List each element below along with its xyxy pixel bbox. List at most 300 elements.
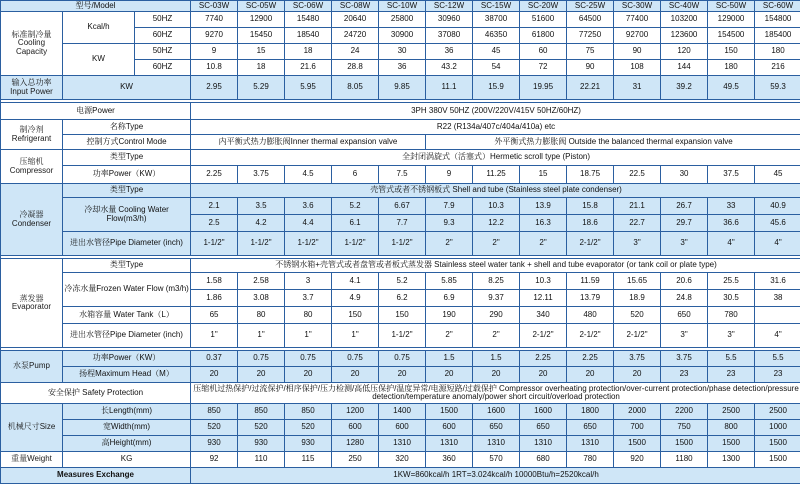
value-cell: 45.6 <box>755 215 800 232</box>
compressor-power-row <box>1 166 800 184</box>
value-cell: 24 <box>332 44 379 60</box>
value-cell: 250 <box>332 452 379 468</box>
value-cell: 600 <box>332 420 379 436</box>
value-cell: 46350 <box>473 28 520 44</box>
value-cell: 8.05 <box>332 76 379 100</box>
value-cell: 15480 <box>285 12 332 28</box>
value-cell: 0.75 <box>238 351 285 367</box>
value-cell: 1.86 <box>191 290 238 307</box>
value-cell: 650 <box>473 420 520 436</box>
value-cell: 120 <box>661 44 708 60</box>
value-cell: 18540 <box>285 28 332 44</box>
value-cell: 1.58 <box>191 273 238 290</box>
model-name: SC-30W <box>614 1 661 12</box>
value-cell: 1500 <box>708 436 755 452</box>
value-cell: 5.95 <box>285 76 332 100</box>
value-cell: 18.6 <box>567 215 614 232</box>
value-cell: 0.75 <box>379 351 426 367</box>
value-cell: 2500 <box>755 404 800 420</box>
value-cell: 49.5 <box>708 76 755 100</box>
value-cell: 185400 <box>755 28 800 44</box>
measures-row <box>1 468 800 484</box>
value-cell: 1500 <box>614 436 661 452</box>
row-label: 冷却水量 Cooling Water Flow(m3/h) <box>63 198 191 232</box>
value-cell: 0.75 <box>332 351 379 367</box>
value-cell: 9.85 <box>379 76 426 100</box>
value-cell: 520 <box>285 420 332 436</box>
value-cell: 18 <box>285 44 332 60</box>
capacity-kw-50 <box>1 44 800 60</box>
input-power-row <box>1 76 800 100</box>
evaporator-label: 蒸发器 Evaporator <box>1 259 63 348</box>
value-cell: 40.9 <box>755 198 800 215</box>
value-cell: 21.1 <box>614 198 661 215</box>
value-cell: 30.5 <box>708 290 755 307</box>
control-mode-outer: 外平衡式热力膨胀阀 Outside the balanced thermal expansion valve <box>426 135 800 150</box>
value-cell: 4" <box>755 324 800 348</box>
value-cell: 1500 <box>661 436 708 452</box>
value-cell: 1310 <box>520 436 567 452</box>
value-cell: 154800 <box>755 12 800 28</box>
value-cell: 850 <box>238 404 285 420</box>
value-cell: 2-1/2" <box>567 324 614 348</box>
value-cell: 18.75 <box>567 166 614 184</box>
model-name: SC-10W <box>379 1 426 12</box>
value-cell: 2" <box>520 232 567 256</box>
header-row <box>1 1 800 12</box>
value-cell: 20 <box>332 367 379 383</box>
cooling-capacity-label: 标准制冷量 Cooling Capacity <box>1 12 63 76</box>
model-name: SC-06W <box>285 1 332 12</box>
value-cell: 1000 <box>755 420 800 436</box>
value-cell: 1-1/2" <box>238 232 285 256</box>
value-cell: 77400 <box>614 12 661 28</box>
model-name: SC-15W <box>473 1 520 12</box>
value-cell: 2.25 <box>191 166 238 184</box>
value-cell: 43.2 <box>426 60 473 76</box>
value-cell: 3" <box>708 324 755 348</box>
value-cell: 1-1/2" <box>379 324 426 348</box>
dimension-width-row <box>1 420 800 436</box>
measures-label: Measures Exchange <box>1 468 191 484</box>
input-power-label: 输入总功率 Input Power <box>1 76 63 100</box>
value-cell: 1180 <box>661 452 708 468</box>
value-cell: 930 <box>285 436 332 452</box>
value-cell: 5.29 <box>238 76 285 100</box>
weight-row <box>1 452 800 468</box>
value-cell: 80 <box>285 307 332 324</box>
safety-value: 压缩机过热保护/过流保护/相序保护/压力检测/高低压保护/温度异常/电源短路/过载保护 Compressor overheating protection/over-current protection/phase detection/pressure detection/temperature anomaly/power short circuit/overload protection <box>191 383 800 404</box>
value-cell: 22.7 <box>614 215 661 232</box>
unit-label: KW <box>63 44 135 76</box>
row-label: 控制方式Control Mode <box>63 135 191 150</box>
value-cell: 6.1 <box>332 215 379 232</box>
freq-label: 60HZ <box>135 60 191 76</box>
power-supply-row <box>1 103 800 120</box>
value-cell: 150 <box>708 44 755 60</box>
value-cell: 92700 <box>614 28 661 44</box>
value-cell: 920 <box>614 452 661 468</box>
value-cell: 23 <box>661 367 708 383</box>
power-supply-label: 电源Power <box>1 103 191 120</box>
row-label: 宽Width(mm) <box>63 420 191 436</box>
value-cell: 3.75 <box>614 351 661 367</box>
value-cell: 520 <box>191 420 238 436</box>
value-cell: 4.9 <box>332 290 379 307</box>
value-cell: 45 <box>473 44 520 60</box>
value-cell: 19.95 <box>520 76 567 100</box>
refrigerant-value: R22 (R134a/407c/404a/410a) etc <box>191 120 800 135</box>
value-cell: 1" <box>238 324 285 348</box>
value-cell: 10.3 <box>520 273 567 290</box>
value-cell: 1-1/2" <box>285 232 332 256</box>
condenser-label: 冷凝器 Condenser <box>1 184 63 256</box>
value-cell: 20 <box>614 367 661 383</box>
value-cell: 28.8 <box>332 60 379 76</box>
measures-value: 1KW=860kcal/h 1RT=3.024kcal/h 10000Btu/h=2520kcal/h <box>191 468 800 484</box>
value-cell: 18 <box>238 60 285 76</box>
value-cell: 5.5 <box>755 351 800 367</box>
freq-label: 50HZ <box>135 44 191 60</box>
value-cell: 37.5 <box>708 166 755 184</box>
value-cell: 13.79 <box>567 290 614 307</box>
value-cell: 36 <box>379 60 426 76</box>
value-cell: 2.58 <box>238 273 285 290</box>
value-cell: 150 <box>332 307 379 324</box>
value-cell: 12.11 <box>520 290 567 307</box>
evaporator-pipe-row <box>1 324 800 348</box>
value-cell: 780 <box>567 452 614 468</box>
value-cell: 45 <box>755 166 800 184</box>
value-cell: 16.3 <box>520 215 567 232</box>
value-cell: 72 <box>520 60 567 76</box>
row-label: 类型Type <box>63 150 191 166</box>
value-cell: 20 <box>426 367 473 383</box>
value-cell: 650 <box>567 420 614 436</box>
value-cell: 216 <box>755 60 800 76</box>
value-cell: 6.2 <box>379 290 426 307</box>
model-name: SC-40W <box>661 1 708 12</box>
value-cell: 29.7 <box>661 215 708 232</box>
value-cell: 2500 <box>708 404 755 420</box>
unit-label: KW <box>63 76 191 100</box>
condenser-type-row <box>1 184 800 198</box>
row-label: 冷冻水量Frozen Water Flow (m3/h) <box>63 273 191 307</box>
value-cell: 1" <box>332 324 379 348</box>
row-label: 类型Type <box>63 184 191 198</box>
value-cell: 0.75 <box>285 351 332 367</box>
value-cell: 9 <box>426 166 473 184</box>
value-cell: 7.5 <box>379 166 426 184</box>
value-cell: 15.9 <box>473 76 520 100</box>
evaporator-flow-50 <box>1 273 800 290</box>
value-cell: 2" <box>426 324 473 348</box>
value-cell: 1600 <box>473 404 520 420</box>
value-cell: 320 <box>379 452 426 468</box>
value-cell: 1500 <box>755 436 800 452</box>
evaporator-tank-row <box>1 307 800 324</box>
compressor-label: 压缩机 Compressor <box>1 150 63 184</box>
value-cell: 10.8 <box>191 60 238 76</box>
value-cell: 15.65 <box>614 273 661 290</box>
value-cell: 123600 <box>661 28 708 44</box>
evaporator-type-value: 不锈钢水箱+壳管式或者盘管或者板式蒸发器 Stainless steel water tank + shell and tube evaporator (or tank coil or plate type) <box>191 259 800 273</box>
value-cell: 3.75 <box>238 166 285 184</box>
pump-head-row <box>1 367 800 383</box>
value-cell: 20 <box>191 367 238 383</box>
value-cell: 1-1/2" <box>191 232 238 256</box>
value-cell: 20 <box>567 367 614 383</box>
pump-power-row <box>1 351 800 367</box>
value-cell: 3" <box>661 232 708 256</box>
value-cell: 38700 <box>473 12 520 28</box>
refrigerant-mode-row <box>1 135 800 150</box>
value-cell: 2200 <box>661 404 708 420</box>
value-cell: 7.7 <box>379 215 426 232</box>
value-cell: 190 <box>426 307 473 324</box>
value-cell: 850 <box>191 404 238 420</box>
value-cell: 59.3 <box>755 76 800 100</box>
value-cell: 65 <box>191 307 238 324</box>
value-cell: 650 <box>520 420 567 436</box>
value-cell: 520 <box>238 420 285 436</box>
value-cell: 75 <box>567 44 614 60</box>
value-cell: 51600 <box>520 12 567 28</box>
value-cell: 2" <box>473 324 520 348</box>
model-name: SC-05W <box>238 1 285 12</box>
pump-label: 水泵Pump <box>1 351 63 383</box>
value-cell: 7.9 <box>426 198 473 215</box>
value-cell: 20640 <box>332 12 379 28</box>
value-cell: 2.1 <box>191 198 238 215</box>
value-cell: 850 <box>285 404 332 420</box>
row-label: 高Height(mm) <box>63 436 191 452</box>
value-cell: 25800 <box>379 12 426 28</box>
row-label: 进出水管径Pipe Diameter (inch) <box>63 324 191 348</box>
value-cell: 4.2 <box>238 215 285 232</box>
value-cell: 61800 <box>520 28 567 44</box>
value-cell: 54 <box>473 60 520 76</box>
value-cell: 650 <box>661 307 708 324</box>
value-cell: 2-1/2" <box>567 232 614 256</box>
value-cell: 1" <box>191 324 238 348</box>
value-cell: 129000 <box>708 12 755 28</box>
value-cell: 110 <box>238 452 285 468</box>
value-cell: 5.5 <box>708 351 755 367</box>
evaporator-type-row <box>1 259 800 273</box>
value-cell: 15 <box>520 166 567 184</box>
row-label: 进出水管径Pipe Diameter (inch) <box>63 232 191 256</box>
value-cell: 15450 <box>238 28 285 44</box>
value-cell: 2.25 <box>520 351 567 367</box>
value-cell: 20 <box>520 367 567 383</box>
value-cell: 25.5 <box>708 273 755 290</box>
value-cell: 3.5 <box>238 198 285 215</box>
value-cell: 1310 <box>473 436 520 452</box>
row-label: 水箱容量 Water Tank（L） <box>63 307 191 324</box>
value-cell: 20.6 <box>661 273 708 290</box>
value-cell: 108 <box>614 60 661 76</box>
value-cell: 18.9 <box>614 290 661 307</box>
value-cell: 6 <box>332 166 379 184</box>
value-cell: 1200 <box>332 404 379 420</box>
value-cell: 38 <box>755 290 800 307</box>
power-supply-value: 3PH 380V 50HZ (200V/220V/415V 50HZ/60HZ) <box>191 103 800 120</box>
value-cell: 3.08 <box>238 290 285 307</box>
freq-label: 60HZ <box>135 28 191 44</box>
model-name: SC-08W <box>332 1 379 12</box>
value-cell: 1.5 <box>473 351 520 367</box>
value-cell: 680 <box>520 452 567 468</box>
model-name: SC-25W <box>567 1 614 12</box>
value-cell: 20 <box>379 367 426 383</box>
value-cell: 39.2 <box>661 76 708 100</box>
value-cell: 4.4 <box>285 215 332 232</box>
value-cell: 1-1/2" <box>332 232 379 256</box>
value-cell: 90 <box>614 44 661 60</box>
value-cell: 1-1/2" <box>379 232 426 256</box>
value-cell: 8.25 <box>473 273 520 290</box>
condenser-type-value: 壳管式或者不锈钢板式 Shell and tube (Stainless steel plate condenser) <box>191 184 800 198</box>
value-cell: 3.7 <box>285 290 332 307</box>
value-cell: 1280 <box>332 436 379 452</box>
value-cell: 20 <box>473 367 520 383</box>
value-cell: 37080 <box>426 28 473 44</box>
value-cell: 26.7 <box>661 198 708 215</box>
value-cell: 930 <box>238 436 285 452</box>
value-cell: 30 <box>379 44 426 60</box>
value-cell: 60 <box>520 44 567 60</box>
compressor-type-row <box>1 150 800 166</box>
empty-cell <box>755 307 800 324</box>
value-cell: 2-1/2" <box>520 324 567 348</box>
value-cell: 9270 <box>191 28 238 44</box>
value-cell: 23 <box>755 367 800 383</box>
value-cell: 11.25 <box>473 166 520 184</box>
value-cell: 2-1/2" <box>614 324 661 348</box>
value-cell: 6.9 <box>426 290 473 307</box>
value-cell: 930 <box>191 436 238 452</box>
value-cell: 6.67 <box>379 198 426 215</box>
value-cell: 5.85 <box>426 273 473 290</box>
dimension-height-row <box>1 436 800 452</box>
value-cell: 480 <box>567 307 614 324</box>
capacity-kcal-50 <box>1 12 800 28</box>
value-cell: 9.37 <box>473 290 520 307</box>
value-cell: 1310 <box>379 436 426 452</box>
value-cell: 21.6 <box>285 60 332 76</box>
value-cell: 5.2 <box>379 273 426 290</box>
size-label: 机械尺寸Size <box>1 404 63 452</box>
refrigerant-label: 制冷剂 Refrigerant <box>1 120 63 150</box>
value-cell: 2.5 <box>191 215 238 232</box>
value-cell: 9 <box>191 44 238 60</box>
model-header: 型号/Model <box>1 1 191 12</box>
value-cell: 600 <box>426 420 473 436</box>
value-cell: 3" <box>614 232 661 256</box>
value-cell: 24.8 <box>661 290 708 307</box>
model-name: SC-03W <box>191 1 238 12</box>
model-name: SC-50W <box>708 1 755 12</box>
freq-label: 50HZ <box>135 12 191 28</box>
value-cell: 360 <box>426 452 473 468</box>
value-cell: 570 <box>473 452 520 468</box>
value-cell: 4.5 <box>285 166 332 184</box>
value-cell: 103200 <box>661 12 708 28</box>
value-cell: 340 <box>520 307 567 324</box>
refrigerant-name-row <box>1 120 800 135</box>
value-cell: 36.6 <box>708 215 755 232</box>
value-cell: 22.21 <box>567 76 614 100</box>
value-cell: 33 <box>708 198 755 215</box>
compressor-type-value: 全封闭涡旋式（活塞式）Hermetic scroll type (Piston) <box>191 150 800 166</box>
value-cell: 1310 <box>426 436 473 452</box>
value-cell: 3 <box>285 273 332 290</box>
row-label: 长Length(mm) <box>63 404 191 420</box>
control-mode-inner: 内平衡式热力膨胀阀Inner thermal expansion valve <box>191 135 426 150</box>
model-name: SC-20W <box>520 1 567 12</box>
value-cell: 1400 <box>379 404 426 420</box>
value-cell: 22.5 <box>614 166 661 184</box>
value-cell: 3.75 <box>661 351 708 367</box>
row-label: 名称Type <box>63 120 191 135</box>
value-cell: 20 <box>285 367 332 383</box>
value-cell: 2" <box>426 232 473 256</box>
row-label: 类型Type <box>63 259 191 273</box>
value-cell: 15.8 <box>567 198 614 215</box>
value-cell: 90 <box>567 60 614 76</box>
value-cell: 30 <box>661 166 708 184</box>
value-cell: 15 <box>238 44 285 60</box>
value-cell: 30960 <box>426 12 473 28</box>
value-cell: 520 <box>614 307 661 324</box>
value-cell: 7740 <box>191 12 238 28</box>
unit-label: KG <box>63 452 191 468</box>
safety-label: 安全保护 Safety Protection <box>1 383 191 404</box>
row-label: 功率Power（KW） <box>63 166 191 184</box>
value-cell: 5.2 <box>332 198 379 215</box>
value-cell: 24720 <box>332 28 379 44</box>
value-cell: 700 <box>614 420 661 436</box>
safety-row <box>1 383 800 404</box>
value-cell: 12.2 <box>473 215 520 232</box>
value-cell: 2000 <box>614 404 661 420</box>
condenser-flow-50 <box>1 198 800 215</box>
value-cell: 10.3 <box>473 198 520 215</box>
dimension-length-row <box>1 404 800 420</box>
value-cell: 3" <box>661 324 708 348</box>
value-cell: 115 <box>285 452 332 468</box>
value-cell: 1500 <box>755 452 800 468</box>
value-cell: 0.37 <box>191 351 238 367</box>
value-cell: 180 <box>755 44 800 60</box>
model-name: SC-60W <box>755 1 800 12</box>
unit-label: Kcal/h <box>63 12 135 44</box>
value-cell: 31 <box>614 76 661 100</box>
value-cell: 4" <box>755 232 800 256</box>
value-cell: 2.95 <box>191 76 238 100</box>
value-cell: 11.59 <box>567 273 614 290</box>
value-cell: 36 <box>426 44 473 60</box>
value-cell: 154500 <box>708 28 755 44</box>
value-cell: 4.1 <box>332 273 379 290</box>
value-cell: 290 <box>473 307 520 324</box>
value-cell: 20 <box>238 367 285 383</box>
value-cell: 77250 <box>567 28 614 44</box>
value-cell: 1300 <box>708 452 755 468</box>
value-cell: 80 <box>238 307 285 324</box>
value-cell: 9.3 <box>426 215 473 232</box>
